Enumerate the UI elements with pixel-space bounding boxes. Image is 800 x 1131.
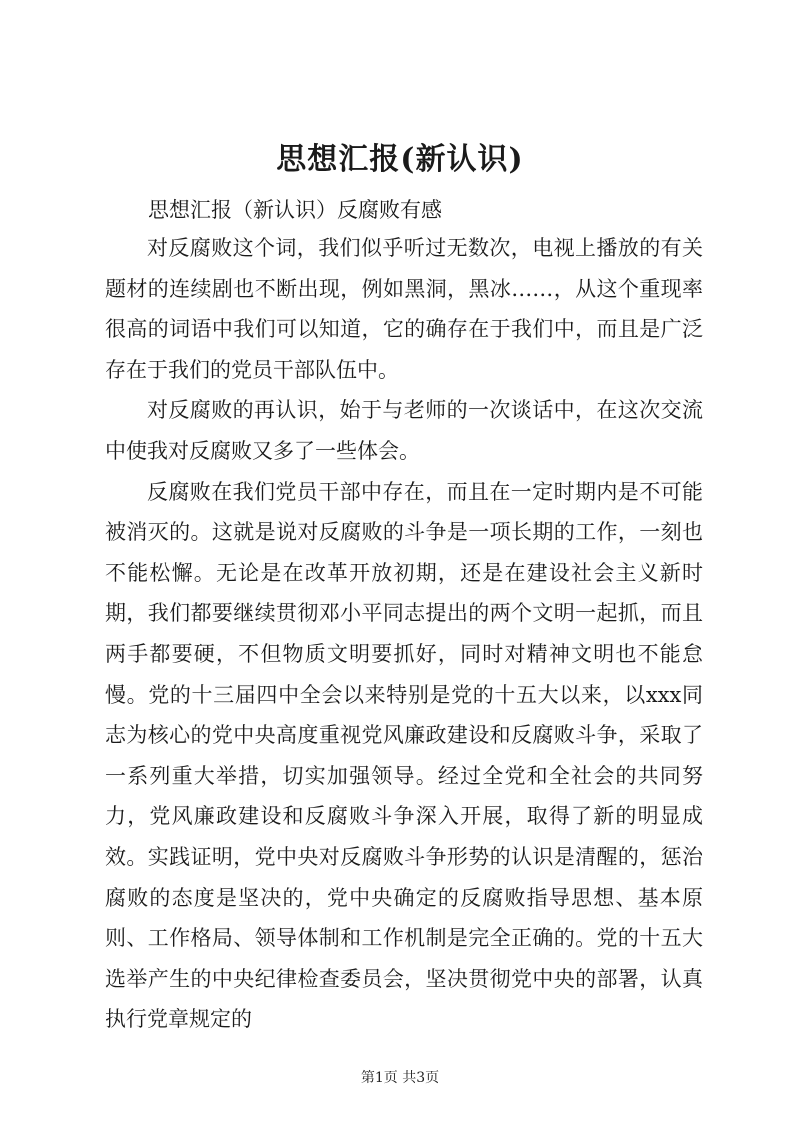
page-title: 思想汇报(新认识)	[276, 142, 524, 177]
page-footer: 第1页 共3页	[360, 1070, 440, 1086]
paragraph-2: 对反腐败的再认识，始于与老师的一次谈话中，在这次交流中使我对反腐败又多了一些体会。	[105, 398, 703, 463]
document-body	[105, 228, 703, 1040]
paragraph-3: 反腐败在我们党员干部中存在，而且在一定时期内是不可能被消灭的。这就是说对反腐败的斗争是一项长期的工作，一刻也不能松懈。无论是在改革开放初期，还是在建设社会主义新时期，我们都要继续贯彻邓小平同志提出的两个文明一起抓，而且两手都要硬，不但物质文明要抓好，同时对精神文明也不能怠慢。党的十三届四中全会以来特别是党的十五大以来，以xxx同志为核心的党中央高度重视党风廉政建设和反腐败斗争，采取了一系列重大举措，切实加强领导。经过全党和全社会的共同努力，党风廉政建设和反腐败斗争深入开展，取得了新的明显成效。实践证明，党中央对反腐败斗争形势的认识是清醒的，惩治腐败的态度是坚决的，党中央确定的反腐败指导思想、基本原则、工作格局、领导体制和工作机制是完全正确的。党的十五大选举产生的中央纪律检查委员会，坚决贯彻党中央的部署，认真执行党章规定的	[105, 479, 703, 1032]
paragraph-1: 对反腐败这个词，我们似乎听过无数次，电视上播放的有关题材的连续剧也不断出现，例如黑洞，黑冰……，从这个重现率很高的词语中我们可以知道，它的确存在于我们中，而且是广泛存在于我们的党员干部队伍中。	[105, 236, 703, 382]
document-subtitle: 思想汇报（新认识）反腐败有感	[148, 198, 442, 222]
